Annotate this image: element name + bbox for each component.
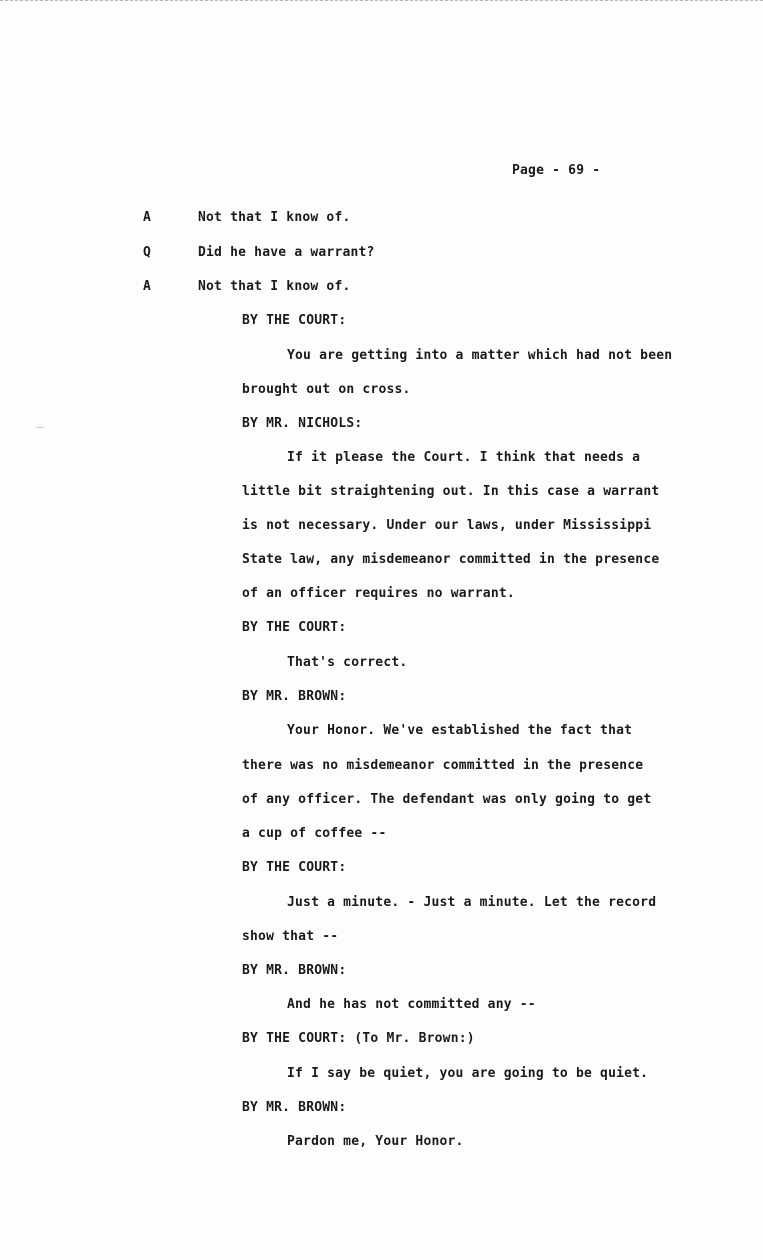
- statement-line: You are getting into a matter which had not been: [287, 348, 673, 363]
- statement-line: If it please the Court. I think that needs a: [287, 450, 641, 465]
- statement-line: little bit straightening out. In this case a warrant: [242, 484, 660, 499]
- statement-line: And he has not committed any --: [287, 997, 536, 1012]
- speaker-label: A: [143, 279, 151, 294]
- statement-line: Your Honor. We've established the fact that: [287, 723, 633, 738]
- testimony-line: Not that I know of.: [198, 279, 351, 294]
- speaker-heading: BY THE COURT:: [242, 620, 347, 635]
- speaker-heading: BY THE COURT:: [242, 860, 347, 875]
- statement-line: If I say be quiet, you are going to be quiet.: [287, 1066, 649, 1081]
- statement-line: is not necessary. Under our laws, under Mississippi: [242, 518, 652, 533]
- testimony-line: Did he have a warrant?: [198, 245, 375, 260]
- page-number: Page - 69 -: [512, 163, 601, 178]
- statement-line: Just a minute. - Just a minute. Let the record: [287, 895, 657, 910]
- statement-line: show that --: [242, 929, 339, 944]
- speaker-heading: BY MR. BROWN:: [242, 963, 347, 978]
- statement-line: That's correct.: [287, 655, 408, 670]
- speaker-heading: BY THE COURT:: [242, 313, 347, 328]
- speaker-label: Q: [143, 245, 151, 260]
- statement-line: of an officer requires no warrant.: [242, 586, 515, 601]
- statement-line: Pardon me, Your Honor.: [287, 1134, 464, 1149]
- speaker-heading: BY MR. BROWN:: [242, 1100, 347, 1115]
- statement-line: State law, any misdemeanor committed in the presence: [242, 552, 660, 567]
- testimony-line: Not that I know of.: [198, 210, 351, 225]
- page-top-edge: [0, 0, 763, 4]
- statement-line: a cup of coffee --: [242, 826, 387, 841]
- speaker-heading: BY THE COURT: (To Mr. Brown:): [242, 1031, 475, 1046]
- statement-line: of any officer. The defendant was only going to get: [242, 792, 652, 807]
- speaker-heading: BY MR. NICHOLS:: [242, 416, 363, 431]
- statement-line: brought out on cross.: [242, 382, 411, 397]
- speaker-heading: BY MR. BROWN:: [242, 689, 347, 704]
- margin-mark: [36, 427, 44, 428]
- speaker-label: A: [143, 210, 151, 225]
- statement-line: there was no misdemeanor committed in the presence: [242, 758, 644, 773]
